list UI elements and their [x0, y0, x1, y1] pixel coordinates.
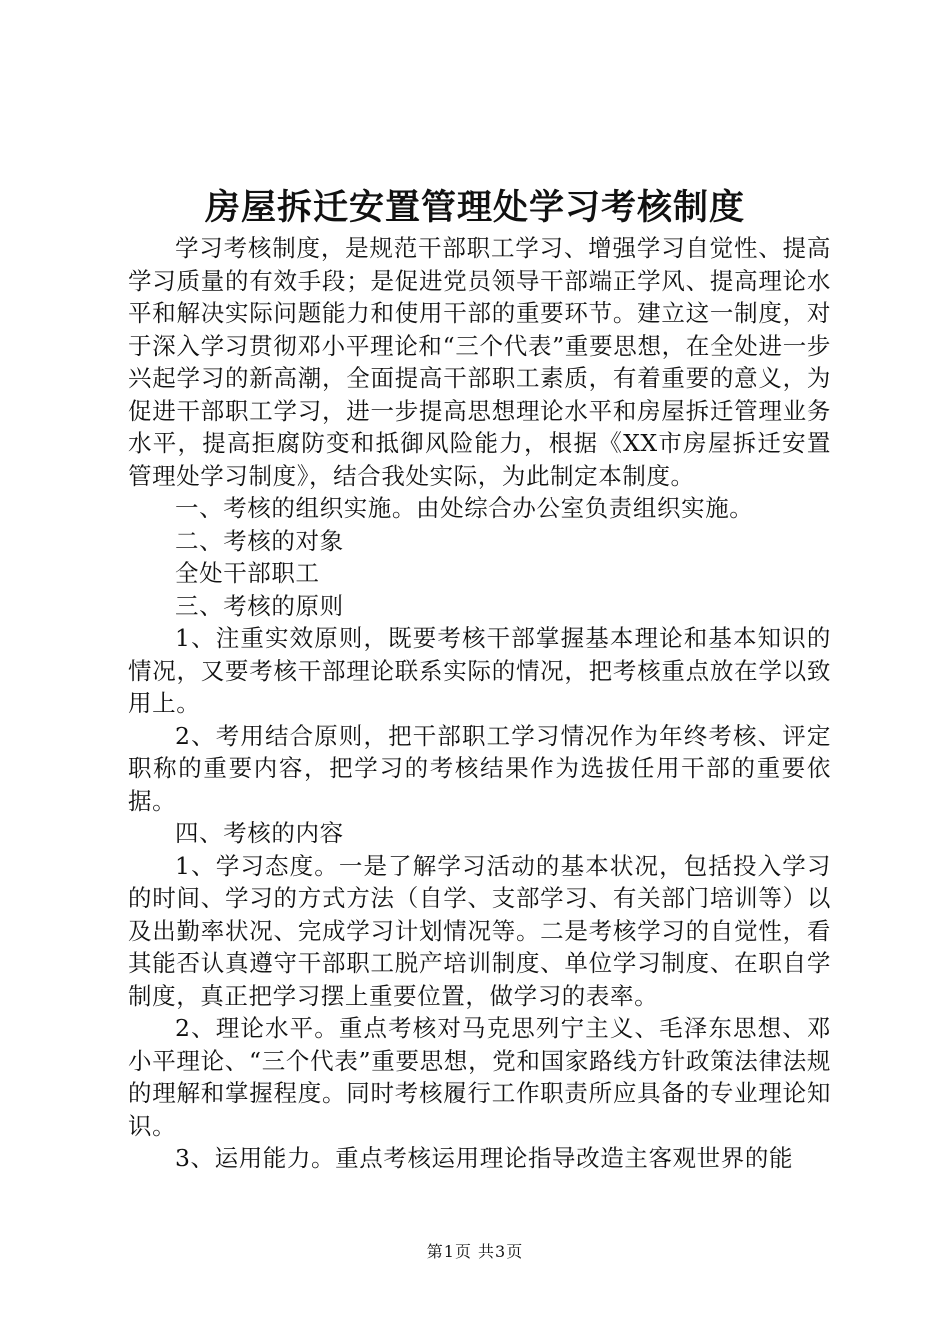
paragraph-content-3: 3、运用能力。重点考核运用理论指导改造主客观世界的能: [175, 1144, 794, 1172]
paragraph-principle-2: 2、考用结合原则，把干部职工学习情况作为年终考核、评定职称的重要内容，把学习的考核结果作为选拔任用干部的重要依据。: [128, 721, 831, 815]
paragraph-section-4-heading: 四、考核的内容: [175, 819, 344, 847]
paragraph-intro: 学习考核制度，是规范干部职工学习、增强学习自觉性、提高学习质量的有效手段；是促进党员领导干部端正学风、提高理论水平和解决实际问题能力和使用干部的重要环节。建立这一制度，对于深入学习贯彻邓小平理论和“三个代表”重要思想，在全处进一步兴起学习的新高潮，全面提高干部职工素质，有着重要的意义，为促进干部职工学习，进一步提高思想理论水平和房屋拆迁管理业务水平，提高拒腐防变和抵御风险能力，根据《XX市房屋拆迁安置管理处学习制度》，结合我处实际，为此制定本制度。: [128, 234, 831, 490]
paragraph-section-1: 一、考核的组织实施。由处综合办公室负责组织实施。: [175, 494, 754, 522]
paragraph-principle-1: 1、注重实效原则，既要考核干部掌握基本理论和基本知识的情况，又要考核干部理论联系实际的情况，把考核重点放在学以致用上。: [128, 624, 831, 717]
page-footer: 第1页 共3页: [426, 1242, 524, 1261]
paragraph-section-2-content: 全处干部职工: [175, 559, 320, 587]
paragraph-content-1: 1、学习态度。一是了解学习活动的基本状况，包括投入学习的时间、学习的方式方法（自学、支部学习、有关部门培训等）以及出勤率状况、完成学习计划情况等。二是考核学习的自觉性，看其能否认真遵守干部职工脱产培训制度、单位学习制度、在职自学制度，真正把学习摆上重要位置，做学习的表率。: [128, 851, 831, 1010]
document-body: [128, 232, 831, 1175]
paragraph-content-2: 2、理论水平。重点考核对马克思列宁主义、毛泽东思想、邓小平理论、“三个代表”重要思想，党和国家路线方针政策法律法规的理解和掌握程度。同时考核履行工作职责所应具备的专业理论知识。: [128, 1014, 831, 1140]
paragraph-section-3-heading: 三、考核的原则: [175, 591, 344, 620]
document-title: 房屋拆迁安置管理处学习考核制度: [204, 187, 745, 228]
paragraph-section-2-heading: 二、考核的对象: [175, 526, 344, 555]
